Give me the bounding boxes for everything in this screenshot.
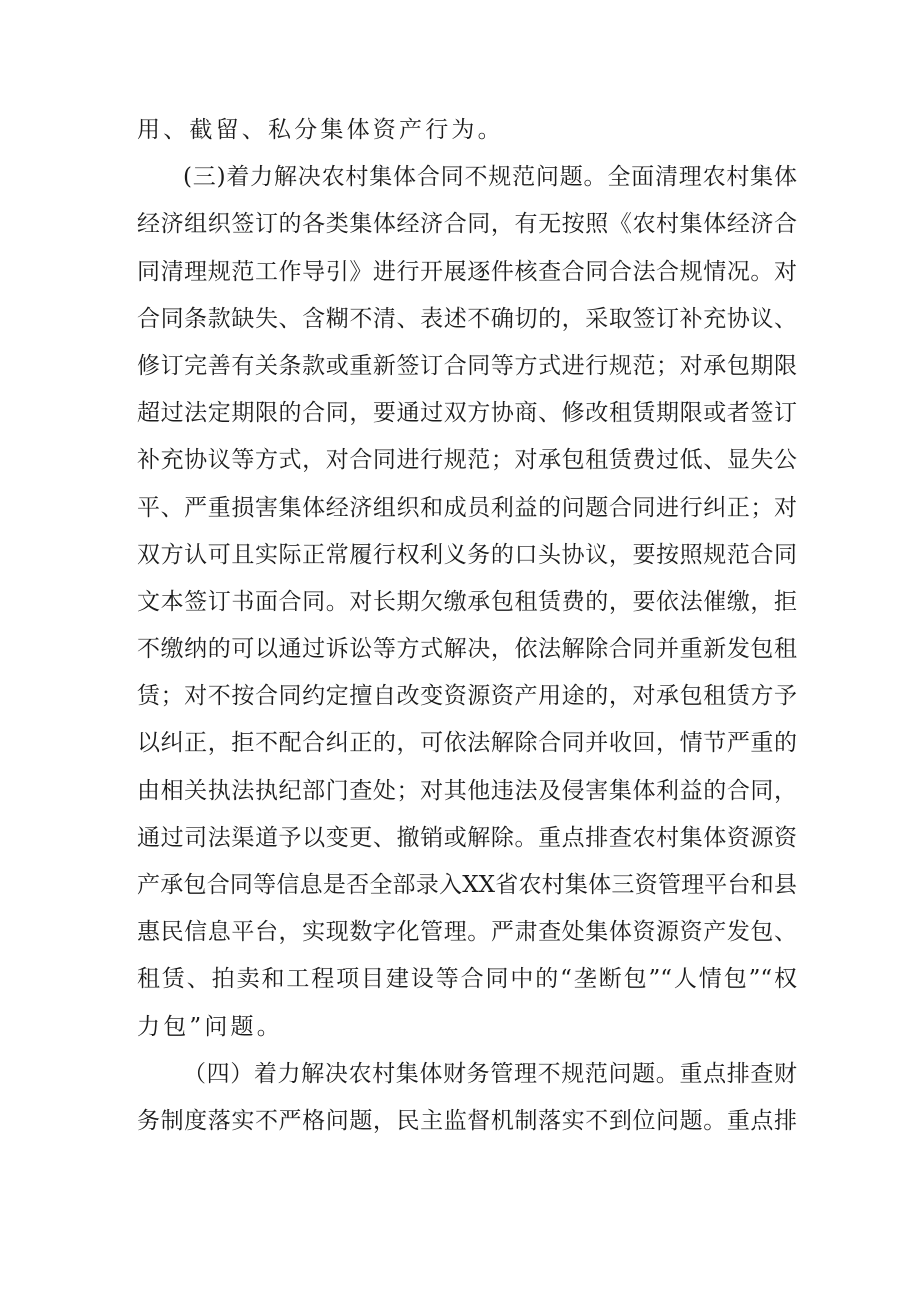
text-line: 超过法定期限的合同，要通过双方协商、修改租赁期限或者签订 [137,400,797,427]
text-line: 以纠正，拒不配合纠正的，可依法解除合同并收回，情节严重的 [137,730,797,757]
text-line: 用、截留、私分集体资产行为。 [137,117,504,143]
text-line: 力包”问题。 [137,1013,283,1040]
section-heading-line: (三)着力解决农村集体合同不规范问题。全面清理农村集体 [183,164,797,191]
body-text [137,107,797,1145]
text-line: 合同条款缺失、含糊不清、表述不确切的，采取签订补充协议、 [137,305,797,332]
text-line: 由相关执法执纪部门查处；对其他违法及侵害集体利益的合同， [137,777,797,804]
text-line: 经济组织签订的各类集体经济合同，有无按照《农村集体经济合 [137,211,797,238]
text-line: 惠民信息平台，实现数字化管理。严肃查处集体资源资产发包、 [137,919,797,946]
text-line: 租赁、拍卖和工程项目建设等合同中的“垄断包”“人情包”“权 [137,966,797,993]
text-line: 文本签订书面合同。对长期欠缴承包租赁费的，要依法催缴，拒 [137,588,797,615]
text-line: 补充协议等方式，对合同进行规范；对承包租赁费过低、显失公 [137,447,797,474]
text-line: 产承包合同等信息是否全部录入XX省农村集体三资管理平台和县 [137,872,797,898]
text-line: 不缴纳的可以通过诉讼等方式解决，依法解除合同并重新发包租 [137,636,797,663]
text-line: 通过司法渠道予以变更、撤销或解除。重点排查农村集体资源资 [137,824,797,851]
text-line: 双方认可且实际正常履行权利义务的口头协议，要按照规范合同 [137,541,797,568]
text-line: 赁；对不按合同约定擅自改变资源资产用途的，对承包租赁方予 [137,683,797,710]
text-line: 平、严重损害集体经济组织和成员利益的问题合同进行纠正；对 [137,494,797,521]
text-line: 同清理规范工作导引》进行开展逐件核查合同合法合规情况。对 [137,258,797,285]
text-line: 修订完善有关条款或重新签订合同等方式进行规范；对承包期限 [137,352,797,379]
section-heading-line: （四）着力解决农村集体财务管理不规范问题。重点排查财 [183,1060,797,1087]
text-line: 务制度落实不严格问题，民主监督机制落实不到位问题。重点排 [137,1107,797,1134]
